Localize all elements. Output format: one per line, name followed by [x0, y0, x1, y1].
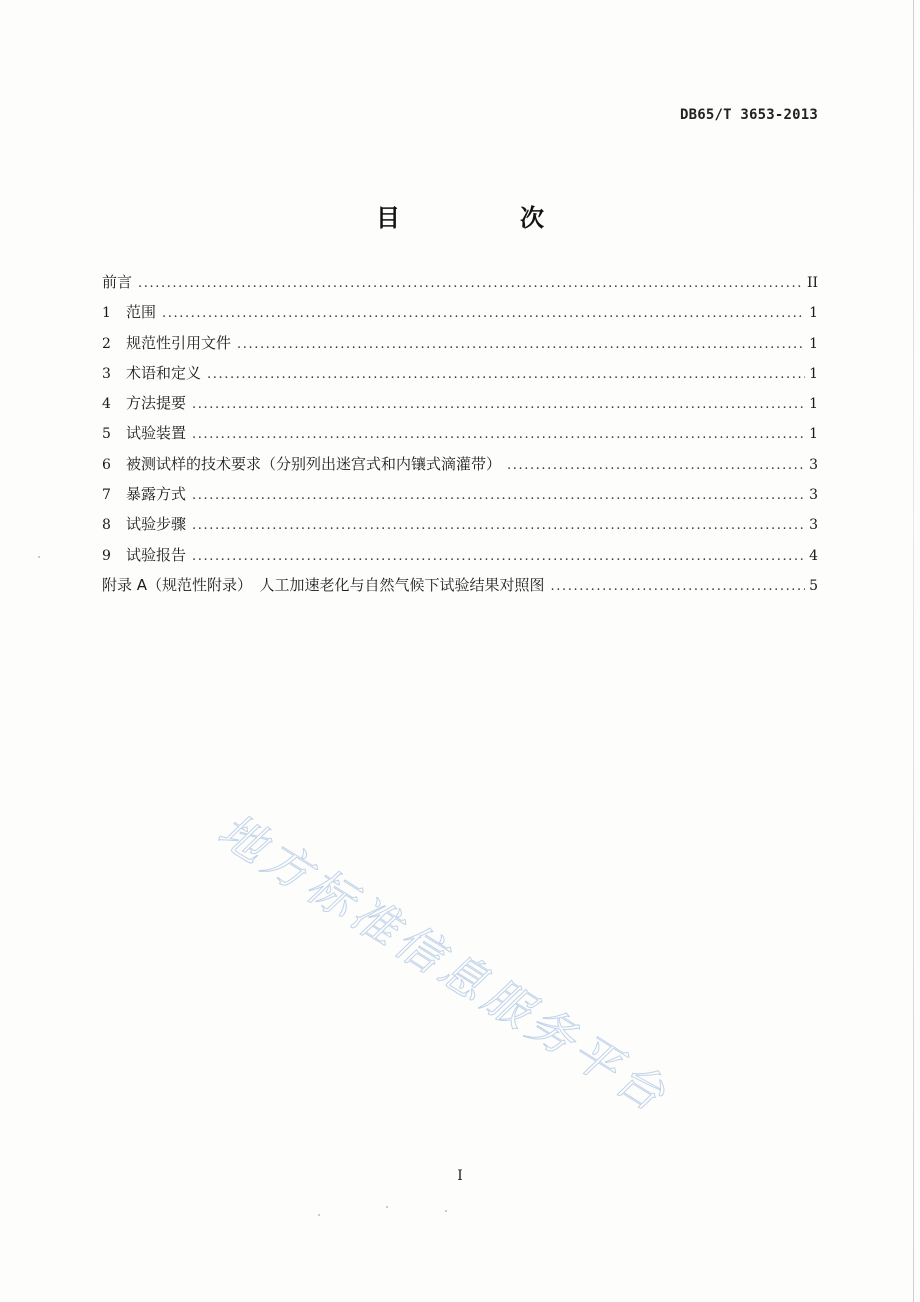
toc-leader-dots	[192, 397, 805, 412]
toc-entry-8[interactable]	[102, 513, 818, 543]
toc-entry-label: 前言	[102, 273, 133, 291]
toc-entry-page: 3	[809, 517, 818, 534]
toc-leader-dots	[192, 488, 805, 503]
toc-entry-preface[interactable]	[102, 271, 818, 301]
toc-entry-number: 6	[102, 456, 111, 473]
toc-entry-number: 3	[102, 365, 111, 382]
page-number: I	[457, 1168, 463, 1184]
toc-entry-label: 方法提要	[126, 394, 187, 413]
toc-entry-page: 3	[809, 456, 818, 473]
toc-entry-appendix-a[interactable]	[102, 574, 818, 604]
toc-entry-page: 1	[809, 335, 818, 352]
toc-entry-number: 2	[102, 335, 111, 352]
scan-speck	[318, 1214, 320, 1216]
toc-entry-2[interactable]	[102, 332, 818, 362]
toc-entry-3[interactable]	[102, 362, 818, 392]
toc-entry-9[interactable]	[102, 544, 818, 574]
toc-leader-dots	[192, 549, 805, 564]
toc-leader-dots	[551, 579, 806, 594]
toc-leader-dots	[207, 367, 805, 382]
toc-entry-6[interactable]	[102, 453, 818, 483]
toc-entry-label: 暴露方式	[126, 485, 187, 504]
toc-leader-dots	[162, 306, 805, 321]
toc-entry-page: 5	[809, 577, 818, 594]
toc-entry-label: 试验步骤	[126, 515, 187, 534]
scan-speck	[445, 1210, 447, 1212]
toc-entry-page: 1	[809, 305, 818, 322]
toc-entry-label: 被测试样的技术要求（分别列出迷宫式和内镶式滴灌带）	[126, 454, 502, 473]
watermark-text: 地方标准信息服务平台	[209, 802, 679, 1124]
toc-entry-page: 1	[809, 396, 818, 413]
toc-entry-label: 规范性引用文件	[126, 333, 232, 352]
toc-entry-number: 5	[102, 426, 111, 443]
toc-entry-number: 8	[102, 517, 111, 534]
toc-entry-label: 试验装置	[126, 424, 187, 443]
document-code: DB65/T 3653-2013	[679, 107, 818, 123]
toc-entry-label: 试验报告	[126, 545, 187, 564]
toc-title: 目 次	[376, 204, 592, 232]
toc-entry-page: 1	[809, 365, 818, 382]
scan-speck	[38, 556, 40, 558]
toc-entry-1[interactable]	[102, 301, 818, 331]
toc-entry-5[interactable]	[102, 422, 818, 452]
toc-entry-number: 4	[102, 396, 111, 413]
toc-entry-4[interactable]	[102, 392, 818, 422]
toc-entry-page: 3	[809, 487, 818, 504]
table-of-contents	[102, 271, 818, 604]
toc-entry-label: 附录 A（规范性附录） 人工加速老化与自然气候下试验结果对照图	[102, 575, 545, 594]
page-edge	[913, 0, 914, 1302]
toc-leader-dots	[192, 427, 805, 442]
toc-entry-page: 1	[809, 426, 818, 443]
toc-leader-dots	[507, 458, 805, 473]
toc-entry-7[interactable]	[102, 483, 818, 513]
toc-leader-dots	[138, 276, 803, 291]
toc-entry-page: II	[806, 275, 818, 291]
toc-entry-number: 7	[102, 487, 111, 504]
scan-speck	[386, 1206, 388, 1208]
toc-entry-label: 范围	[126, 303, 157, 322]
toc-entry-label: 术语和定义	[126, 363, 202, 382]
toc-entry-number: 1	[102, 305, 111, 322]
toc-entry-page: 4	[809, 547, 818, 564]
toc-leader-dots	[237, 337, 805, 352]
toc-leader-dots	[192, 518, 805, 533]
toc-entry-number: 9	[102, 547, 111, 564]
